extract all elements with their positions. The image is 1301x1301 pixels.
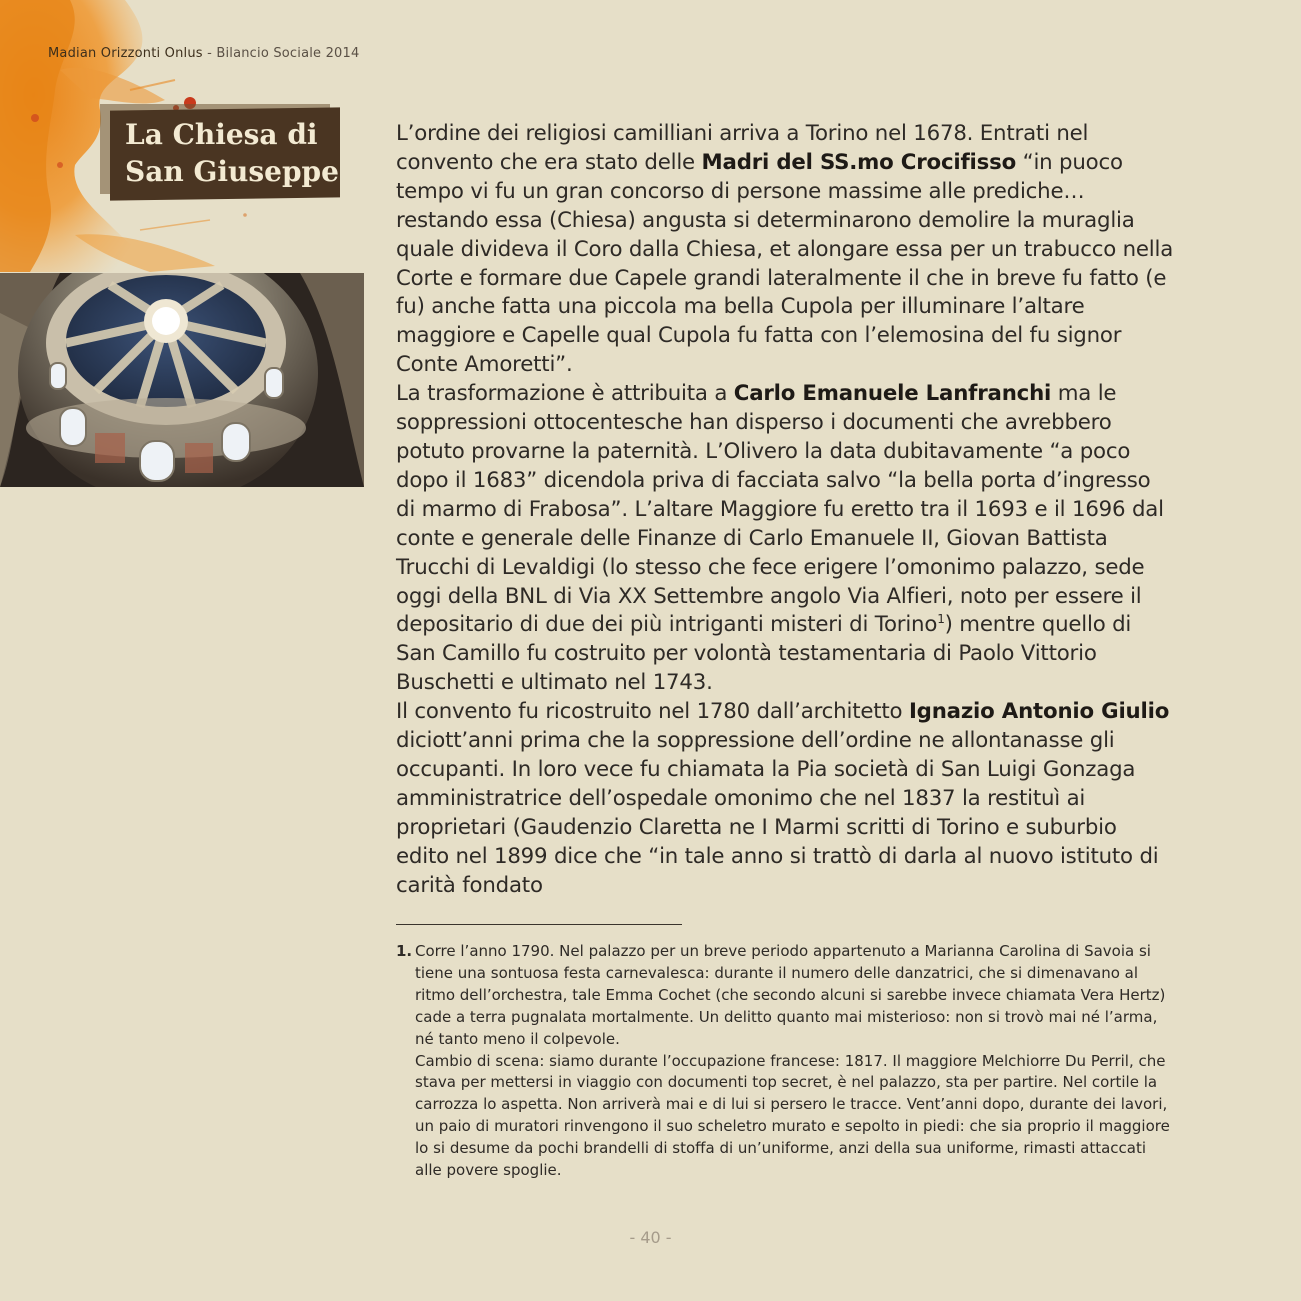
section-title-line-1: La Chiesa di xyxy=(125,118,318,151)
running-header xyxy=(48,46,359,61)
body-text-run: L’ordine dei religiosi camilliani arriva a Torino nel 1678. Entrati nel convento che era stato delle xyxy=(396,121,1089,175)
body-bold-run: Ignazio Antonio Giulio xyxy=(908,699,1170,725)
body-text-run: Il convento fu ricostruito nel 1780 dall’architetto xyxy=(396,699,909,725)
body-paragraph-1 xyxy=(396,120,1176,380)
footnote-divider xyxy=(396,924,682,925)
body-text-run: ma le soppressioni ottocentesche han disperso i documenti che avrebbero potuto provarne la paternità. L’Olivero la data dubitavamente “a poco dopo il 1683” dicendola priva di facciata salvo “la bella porta d’ingresso di marmo di Frabosa”. L’altare Maggiore fu eretto tra il 1693 e il 1696 dal conte e generale delle Finanze di Carlo Emanuele II, Giovan Battista Trucchi di Levaldigi (lo stesso che fece erigere l’omonimo palazzo, sede oggi della BNL di Via XX Settembre angolo Via Alfieri, noto per essere il depositario di due dei più intriganti misteri di Torino xyxy=(396,381,1164,638)
body-text xyxy=(396,120,1176,900)
header-report-title: - Bilancio Sociale 2014 xyxy=(202,46,360,61)
body-paragraph-3 xyxy=(396,698,1176,900)
body-text-run: La trasformazione è attribuita a xyxy=(396,381,734,407)
footnote-number: 1. xyxy=(396,942,413,960)
body-paragraph-2 xyxy=(396,380,1176,698)
footnote-paragraph-2: Cambio di scena: siamo durante l’occupazione francese: 1817. Il maggiore Melchiorre Du Perril, che stava per mettersi in viaggio con documenti top secret, è nel palazzo, sta per partire. Nel cortile la carrozza lo aspetta. Non arriverà mai e di lui si persero le tracce. Vent’anni dopo, durante dei lavori, un paio di muratori rinvengono il suo scheletro murato e sepolto in piedi: che sia proprio il maggiore lo si desume da pochi brandelli di stoffa di un’uniforme, anzi della sua uniforme, rimasti attaccati alle povere spoglie. xyxy=(415,1051,1170,1180)
section-title-line-2: San Giuseppe xyxy=(125,155,339,188)
header-organization: Madian Orizzonti Onlus xyxy=(48,46,203,61)
footnote xyxy=(396,941,1171,1182)
body-bold-run: Madri del SS.mo Crocifisso xyxy=(701,149,1017,175)
footnote-paragraph-1: Corre l’anno 1790. Nel palazzo per un breve periodo appartenuto a Marianna Carolina di Savoia si tiene una sontuosa festa carnevalesca: durante il numero delle danzatrici, che si dimenavano al ritmo dell’orchestra, tale Emma Cochet (che secondo alcuni si sarebbe invece chiamata Vera Hertz) cade a terra pugnalata mortalmente. Un delitto quanto mai misterioso: non si trovò mai né l’arma, né tanto meno il colpevole. xyxy=(415,942,1166,1048)
body-text-run: “in puoco tempo vi fu un gran concorso di persone massime alle prediche… restando essa (Chiesa) angusta si determinarono demolire la muraglia quale divideva il Coro dalla Chiesa, et alongare essa per un trabucco nella Corte e formare due Capele grandi lateralmente il che in breve fu fatto (e fu) anche fatta una piccola ma bella Cupola per illuminare l’altare maggiore e Capelle qual Cupola fu fatta con l’elemosina del fu signor Conte Amoretti”. xyxy=(396,149,1174,378)
section-title xyxy=(125,116,355,190)
body-bold-run: Carlo Emanuele Lanfranchi xyxy=(733,381,1052,407)
body-text-run: ) mentre quello di San Camillo fu costruito per volontà testamentaria di Paolo Vittorio Buschetti e ultimato nel 1743. xyxy=(396,612,1132,696)
dome-photo xyxy=(0,273,364,487)
body-text-run: diciott’anni prima che la soppressione dell’ordine ne allontanasse gli occupanti. In loro vece fu chiamata la Pia società di San Luigi Gonzaga amministratrice dell’ospedale omonimo che nel 1837 la restituì ai proprietari (Gaudenzio Claretta ne I Marmi scritti di Torino e suburbio edito nel 1899 dice che “in tale anno si trattò di darla al nuovo istituto di carità fondato xyxy=(396,728,1159,898)
footnote-reference[interactable]: 1 xyxy=(937,612,945,627)
page-number: - 40 - xyxy=(629,1228,672,1247)
